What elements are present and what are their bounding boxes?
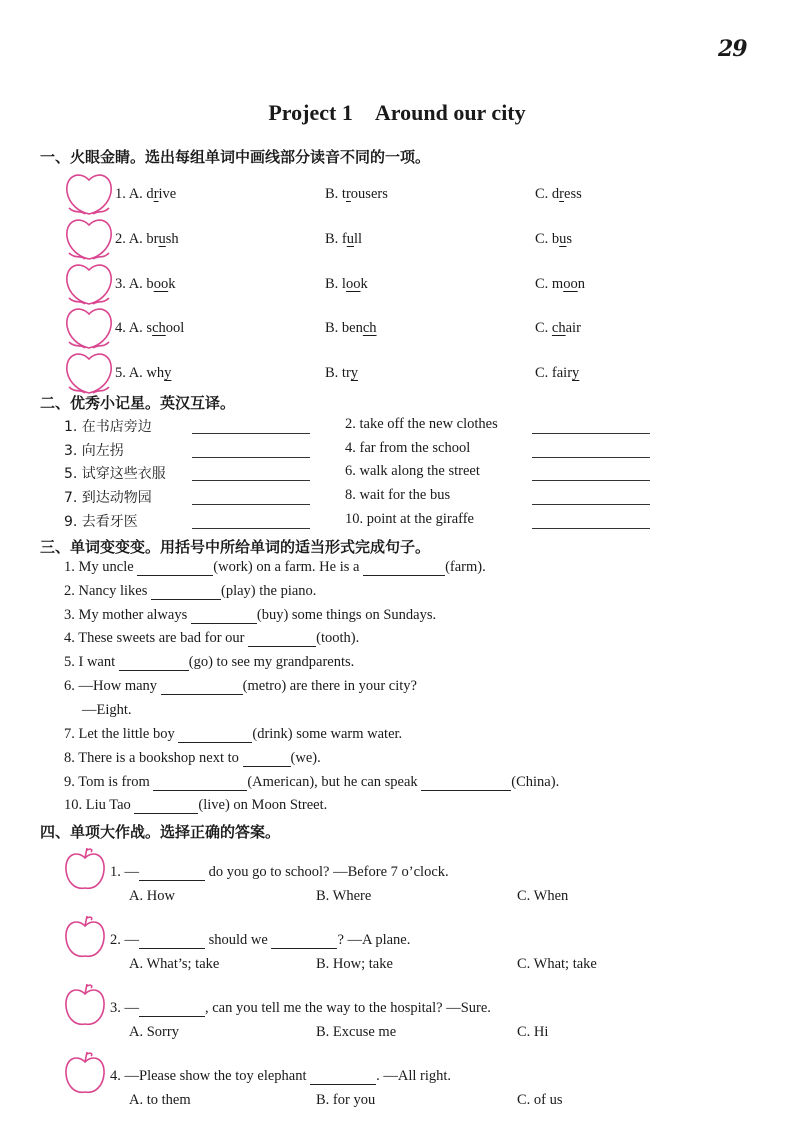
option-b[interactable]	[325, 231, 362, 248]
sentence	[64, 678, 417, 695]
translate-item-en: 4. far from the school	[345, 440, 471, 456]
translate-item-cn: 3. 向左拐	[64, 443, 124, 459]
option-b[interactable]	[325, 365, 358, 382]
option-b[interactable]	[325, 186, 388, 203]
choice-b[interactable]: B. How; take	[316, 956, 393, 972]
choice-c[interactable]: C. of us	[517, 1092, 563, 1108]
underlined-letters: ch	[152, 320, 166, 336]
answer-line[interactable]	[192, 480, 310, 481]
project-number: Project 1	[268, 100, 353, 125]
sentence	[64, 774, 559, 791]
text: (drink) some warm water.	[252, 726, 403, 742]
answer-blank[interactable]	[153, 775, 247, 791]
choice-b[interactable]: B. for you	[316, 1092, 376, 1108]
option-a[interactable]	[115, 320, 184, 337]
choice-a[interactable]: A. What’s; take	[129, 956, 220, 972]
sentence	[64, 559, 486, 576]
answer-line[interactable]	[532, 504, 650, 505]
answer-blank[interactable]	[139, 1001, 205, 1017]
text: 7. Let the little boy	[64, 726, 179, 742]
answer-blank[interactable]	[151, 584, 221, 600]
underlined-letters: u	[158, 231, 166, 247]
text: C.	[535, 320, 552, 336]
text: (play) the piano.	[220, 583, 317, 599]
text: (we).	[290, 750, 321, 766]
text: ? —A plane.	[337, 932, 411, 948]
apple-icon	[63, 846, 107, 892]
underlined-letters: oo	[345, 276, 361, 292]
underlined-letters: ch	[551, 320, 566, 336]
question	[110, 1068, 451, 1085]
option-c[interactable]	[535, 231, 572, 248]
answer-blank[interactable]	[139, 865, 205, 881]
answer-line[interactable]	[192, 504, 310, 505]
sentence	[64, 583, 316, 600]
text: ess	[564, 186, 582, 202]
question	[110, 1000, 491, 1017]
peach-icon	[63, 262, 115, 306]
text: s	[566, 231, 573, 247]
text: 1. My uncle	[64, 559, 138, 575]
text: 6. —How many	[64, 678, 161, 694]
option-c[interactable]	[535, 365, 579, 382]
text: 2. Nancy likes	[64, 583, 151, 599]
underlined-letters: u	[559, 231, 567, 247]
question	[110, 932, 410, 949]
text: ll	[354, 231, 363, 247]
underlined-letters: ch	[362, 320, 377, 336]
text: C. m	[535, 276, 564, 292]
text: —Eight.	[82, 702, 132, 718]
answer-blank[interactable]	[134, 798, 198, 814]
text: C. d	[535, 186, 560, 202]
answer-blank[interactable]	[191, 608, 257, 624]
text: C. b	[535, 231, 560, 247]
answer-blank[interactable]	[243, 751, 291, 767]
question	[110, 864, 449, 881]
text: (go) to see my grandparents.	[188, 654, 355, 670]
choice-c[interactable]: C. Hi	[517, 1024, 549, 1040]
text: 3. My mother always	[64, 607, 191, 623]
option-b[interactable]	[325, 276, 368, 293]
section1-heading: 一、火眼金睛。选出每组单词中画线部分读音不同的一项。	[40, 148, 431, 166]
project-name: Around our city	[374, 100, 526, 125]
text: A. d	[128, 186, 154, 202]
answer-blank[interactable]	[271, 933, 337, 949]
underlined-letters: r	[153, 186, 159, 202]
text: B. ben	[325, 320, 363, 336]
answer-line[interactable]	[192, 457, 310, 458]
text: A. wh	[128, 365, 165, 381]
answer-line[interactable]	[532, 457, 650, 458]
text: . —All right.	[376, 1068, 452, 1084]
text: 1. —	[110, 864, 139, 880]
sentence	[64, 750, 321, 767]
answer-blank[interactable]	[310, 1069, 376, 1085]
text: ool	[165, 320, 185, 336]
text: B. t	[325, 186, 346, 202]
underlined-letters: y	[164, 365, 172, 381]
text: , can you tell me the way to the hospital? —Sure.	[205, 1000, 491, 1016]
answer-line[interactable]	[532, 433, 650, 434]
text: 4. —Please show the toy elephant	[110, 1068, 311, 1084]
text: ousers	[350, 186, 388, 202]
option-c[interactable]	[535, 320, 581, 337]
question-number: 2.	[115, 231, 129, 247]
choice-a[interactable]: A. to them	[129, 1092, 191, 1108]
text: A. s	[128, 320, 153, 336]
translate-item-cn: 7. 到达动物园	[64, 490, 152, 506]
underlined-letters: r	[345, 186, 351, 202]
text: k	[360, 276, 368, 292]
text: B. f	[325, 231, 347, 247]
page-number: 29	[718, 36, 747, 62]
text: 8. There is a bookshop next to	[64, 750, 243, 766]
sentence	[82, 702, 132, 719]
underlined-letters: y	[350, 365, 359, 381]
option-a[interactable]	[115, 365, 171, 382]
translate-item-cn: 1. 在书店旁边	[64, 419, 152, 435]
text: 9. Tom is from	[64, 774, 154, 790]
answer-blank[interactable]	[178, 727, 252, 743]
translate-item-cn: 9. 去看牙医	[64, 514, 138, 530]
text: C. fair	[535, 365, 573, 381]
answer-line[interactable]	[192, 528, 310, 529]
question-number: 1.	[115, 186, 129, 202]
underlined-letters: oo	[153, 276, 169, 292]
text: 10. Liu Tao	[64, 797, 135, 813]
text: n	[577, 276, 585, 292]
option-a[interactable]	[115, 276, 175, 293]
answer-line[interactable]	[532, 528, 650, 529]
answer-blank[interactable]	[137, 560, 213, 576]
text: 3. —	[110, 1000, 139, 1016]
choice-a[interactable]: A. How	[129, 888, 175, 904]
text: ive	[158, 186, 177, 202]
choice-b[interactable]: B. Excuse me	[316, 1024, 397, 1040]
underlined-letters: oo	[563, 276, 578, 292]
text: (American), but he can speak	[247, 774, 422, 790]
choice-a[interactable]: A. Sorry	[129, 1024, 179, 1040]
text: 4. These sweets are bad for our	[64, 630, 249, 646]
text: A. br	[128, 231, 159, 247]
text: (work) on a farm. He is a	[213, 559, 364, 575]
translate-item-en: 8. wait for the bus	[345, 487, 451, 503]
text: do you go to school? —Before 7 o’clock.	[205, 864, 449, 880]
question-number: 4.	[115, 320, 129, 336]
underlined-letters: r	[559, 186, 565, 202]
option-a[interactable]	[115, 186, 176, 203]
text: 5. I want	[64, 654, 119, 670]
answer-blank[interactable]	[139, 933, 205, 949]
text: A. b	[128, 276, 154, 292]
text: (live) on Moon Street.	[198, 797, 328, 813]
answer-blank[interactable]	[421, 775, 511, 791]
answer-line[interactable]	[192, 433, 310, 434]
option-c[interactable]	[535, 186, 582, 203]
text: (China).	[511, 774, 560, 790]
text: 2. —	[110, 932, 139, 948]
option-c[interactable]	[535, 276, 585, 293]
option-a[interactable]	[115, 231, 179, 248]
text: (metro) are there in your city?	[242, 678, 417, 694]
text: (tooth).	[316, 630, 360, 646]
sentence	[64, 630, 359, 647]
sentence	[64, 607, 436, 624]
underlined-letters: y	[572, 365, 580, 381]
translate-item-cn: 5. 试穿这些衣服	[64, 466, 166, 482]
text: air	[565, 320, 581, 336]
question-number: 5.	[115, 365, 129, 381]
sentence	[64, 654, 354, 671]
answer-line[interactable]	[532, 480, 650, 481]
answer-blank[interactable]	[248, 631, 316, 647]
peach-icon	[63, 172, 115, 216]
answer-blank[interactable]	[119, 655, 189, 671]
choice-c[interactable]: C. What; take	[517, 956, 597, 972]
text: sh	[165, 231, 179, 247]
question-number: 3.	[115, 276, 129, 292]
apple-icon	[63, 914, 107, 960]
text: (buy) some things on Sundays.	[256, 607, 437, 623]
peach-icon	[63, 217, 115, 261]
translate-item-en: 6. walk along the street	[345, 463, 480, 479]
sentence	[64, 726, 402, 743]
peach-icon	[63, 351, 115, 395]
page-title	[0, 100, 794, 126]
apple-icon	[63, 982, 107, 1028]
section4-heading: 四、单项大作战。选择正确的答案。	[40, 823, 281, 841]
text: should we	[205, 932, 272, 948]
option-b[interactable]	[325, 320, 377, 337]
choice-b[interactable]: B. Where	[316, 888, 372, 904]
text: k	[168, 276, 176, 292]
sentence	[64, 797, 327, 814]
apple-icon	[63, 1050, 107, 1096]
text: B. l	[325, 276, 346, 292]
translate-item-en: 10. point at the giraffe	[345, 511, 474, 527]
translate-item-en: 2. take off the new clothes	[345, 416, 498, 432]
text: B. tr	[325, 365, 351, 381]
underlined-letters: u	[346, 231, 354, 247]
section2-heading: 二、优秀小记星。英汉互译。	[40, 394, 236, 412]
section3-heading: 三、单词变变变。用括号中所给单词的适当形式完成句子。	[40, 538, 431, 556]
answer-blank[interactable]	[363, 560, 445, 576]
answer-blank[interactable]	[161, 679, 243, 695]
choice-c[interactable]: C. When	[517, 888, 569, 904]
peach-icon	[63, 306, 115, 350]
text: (farm).	[445, 559, 486, 575]
